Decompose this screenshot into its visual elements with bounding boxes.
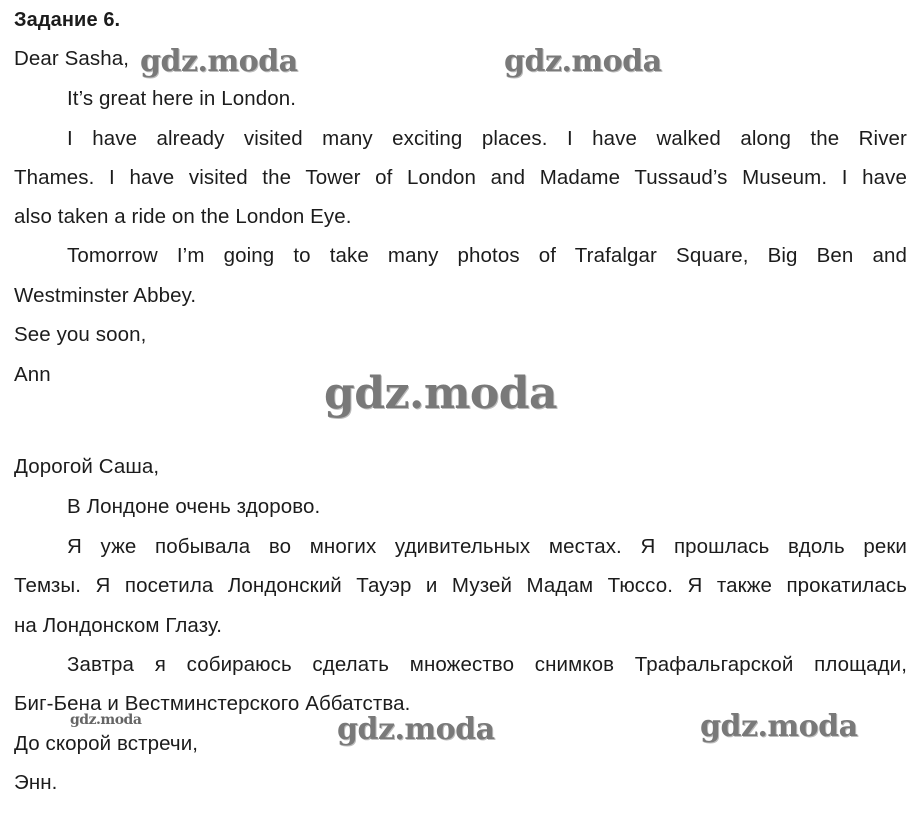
english-paragraph-2-line-1: I have already visited many exciting places. I have walked along the River [67, 127, 907, 150]
russian-signature: Энн. [14, 771, 58, 794]
english-paragraph-3-line-2: Westminster Abbey. [14, 284, 197, 307]
russian-paragraph-3-line-1: Завтра я собираюсь сделать множество снимков Трафальгарской площади, [67, 653, 907, 676]
russian-paragraph-3-line-2: Биг-Бена и Вестминстерского Аббатства. [14, 692, 411, 715]
russian-paragraph-2-line-1: Я уже побывала во многих удивительных местах. Я прошлась вдоль реки [67, 535, 907, 558]
english-line-1: It’s great here in London. [67, 87, 297, 110]
watermark: gdz.moda [324, 368, 558, 419]
russian-greeting: Дорогой Саша, [14, 455, 160, 478]
watermark: gdz.moda [337, 712, 495, 747]
russian-line-1: В Лондоне очень здорово. [67, 495, 321, 518]
english-greeting: Dear Sasha, [14, 47, 130, 70]
english-paragraph-2-line-3: also taken a ride on the London Eye. [14, 205, 352, 228]
russian-paragraph-2-line-2: Темзы. Я посетила Лондонский Тауэр и Музей Мадам Тюссо. Я также прокатилась [14, 574, 907, 597]
english-paragraph-3-line-1: Tomorrow I’m going to take many photos of Trafalgar Square, Big Ben and [67, 244, 907, 267]
english-signature: Ann [14, 363, 51, 386]
english-closing: See you soon, [14, 323, 147, 346]
watermark: gdz.moda [700, 709, 858, 744]
watermark: gdz.moda [140, 44, 298, 79]
task-title: Задание 6. [14, 9, 121, 31]
russian-closing: До скорой встречи, [14, 732, 199, 755]
watermark: gdz.moda [504, 44, 662, 79]
english-paragraph-2-line-2: Thames. I have visited the Tower of London and Madame Tussaud’s Museum. I have [14, 166, 907, 189]
watermark: gdz.moda [70, 712, 142, 728]
russian-paragraph-2-line-3: на Лондонском Глазу. [14, 614, 223, 637]
